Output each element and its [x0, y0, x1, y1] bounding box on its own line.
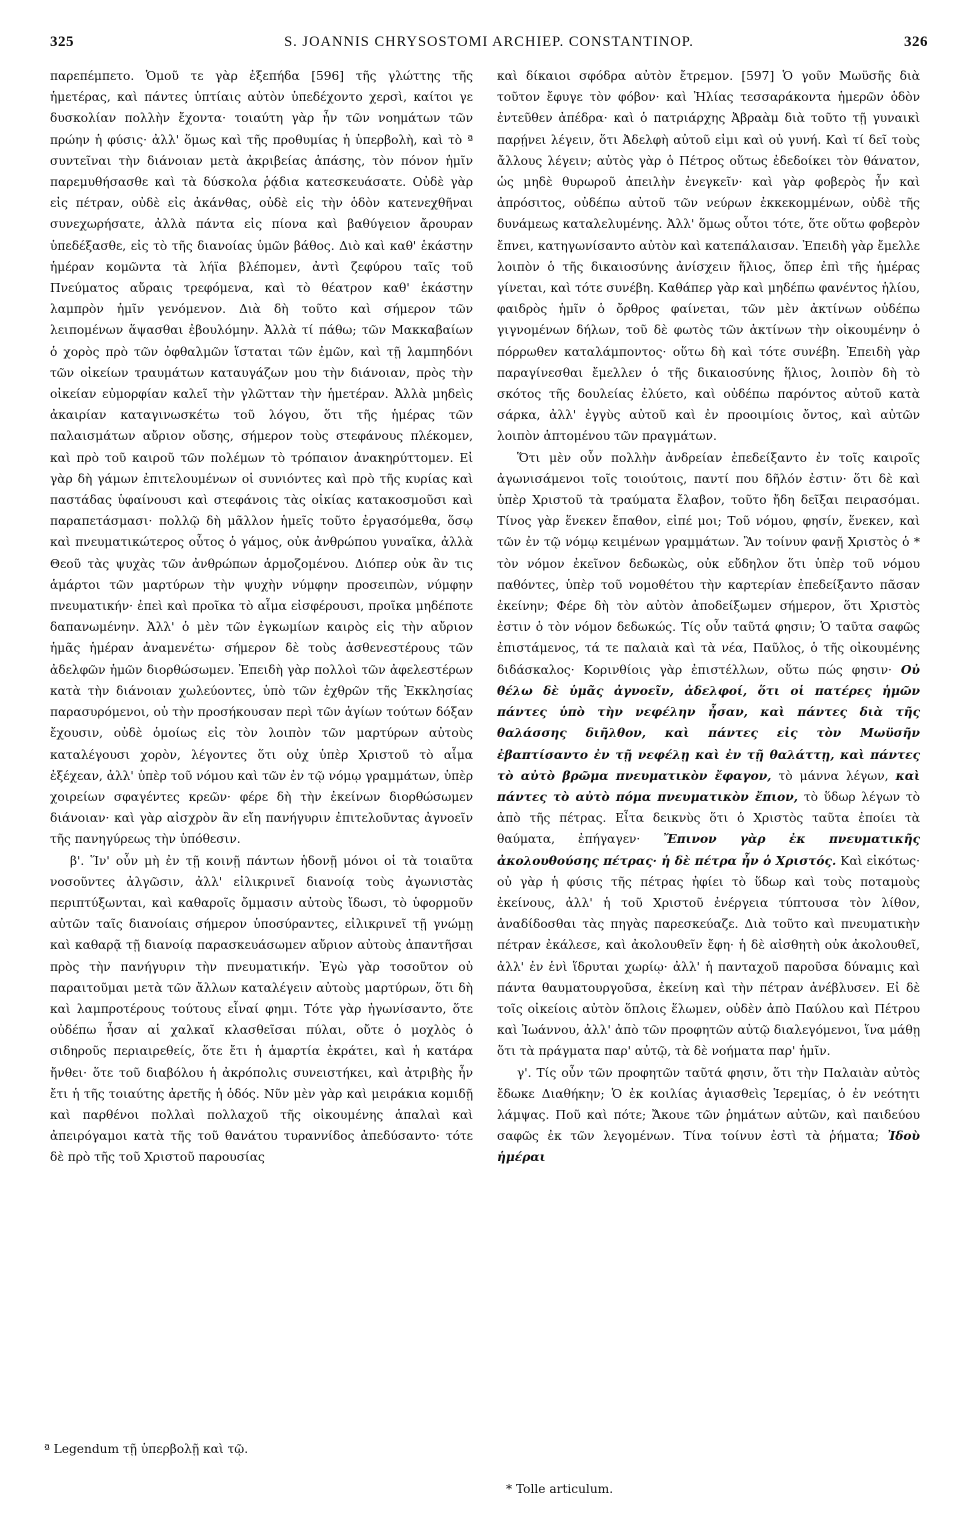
paragraph-text: Καὶ εἰκότως· οὐ γὰρ ἡ φύσις τῆς πέτρας ἠφίει τὸ ὕδωρ καὶ τοὺς ποταμοὺς ἐκείνους, ἀλλ' ἡ τοῦ Χριστοῦ ἐνέργεια τύπτουσα τὸν λίθον, ἀναδίδοσθαι τὰς πηγὰς παρεσκεύαζε. Διὰ τοῦτο καὶ πνευματικὴν πέτραν ἐκάλεσε, καὶ ἀκολουθεῖν ἔφη· ἡ δὲ αἰσθητὴ οὐκ ἀκολουθεῖ, ἀλλ' ἐν ἑνὶ ἵδρυται χωρίῳ· ἀλλ' ἡ πανταχοῦ παροῦσα δύναμις καὶ πάντα θαυματουργοῦσα, ἐκείνη καὶ τὴν πέτραν ἀνέβλυσεν. Εἰ δὲ τοῖς οἰκείοις αὐτὸν ὅπλοις ἕλωμεν, οὐδὲν ἀπὸ Παύλου καὶ Πέτρου καὶ Ἰωάννου, ἀλλ' ἀπὸ τῶν προφητῶν αὐτῷ διαλεγόμενοι, ἵνα μάθῃ ὅτι τὰ πράγματα παρ' αὐτῷ, τὰ δὲ νοήματα παρ' ἡμῖν.: [497, 853, 921, 1059]
left-paragraph-2: β'. Ἵν' οὖν μὴ ἐν τῇ κοινῇ πάντων ἡδονῇ μόνοι οἱ τὰ τοιαῦτα νοσοῦντες ἀλγῶσιν, ἀλλ' εἰλικρινεῖ διανοίᾳ τοὺς ἀγωνιστὰς περιπτύξωνται, καὶ καθαροῖς ὄμμασιν αὐτοὺς ἴδωσι, τὸ ὑφορμοῦν αὐτῶν ταῖς διανοίαις σήμερον ὑποσύραντες, εἰλικρινεῖ τῇ γνώμῃ καὶ καθαρᾷ τῇ διανοίᾳ παρασκευάσωμεν αὔριον αὐτοὺς ἀπαντῆσαι πρὸς τὴν πανήγυριν τὴν πνευματικήν. Ἐγὼ γὰρ τοσοῦτον οὐ παραιτοῦμαι μετὰ τῶν ἄλλων καταλέγειν αὐτοὺς μαρτύρων, ὅτι δὴ καὶ λαμπροτέρους τούτους εἶναί φημι. Τότε γὰρ ἠγωνίσαντο, ὅτε οὐδέπω ἦσαν αἱ χαλκαῖ κλασθεῖσαι πύλαι, οὔτε ὁ μοχλὸς ὁ σιδηροῦς περιαιρεθείς, ὅτε ἔτι ἡ ἁμαρτία ἐκράτει, καὶ ἡ κατάρα ἤνθει· ὅτε τοῦ διαβόλου ἡ ἀκρόπολις συνειστήκει, καὶ ἀτριβὴς ἦν ἔτι ἡ τῆς τοιαύτης ἀρετῆς ἡ ὁδός. Νῦν μὲν γὰρ καὶ μειράκια κομιδῇ καὶ παρθένοι πολλαὶ πολλαχοῦ τῆς οἰκουμένης ἁπαλαὶ καὶ ἀπειρόγαμοι κατὰ τῆς τοῦ θανάτου τυραννίδος ἀπεδύσαντο· τότε δὲ πρὸ τῆς τοῦ Χριστοῦ παρουσίας: [50, 853, 473, 1165]
left-paragraph-1: παρεπέμπετο. Ὁμοῦ τε γὰρ ἐξεπήδα [596] τῆς γλώττης τῆς ἡμετέρας, καὶ πάντες ὑπτίαις αὐτὸν ὑπεδέχοντο χερσὶ, καίτοι γε δυσκολίαν πολλὴν ἔχοντα· τοιαύτη γὰρ ἦν τῶν νοημάτων τῶν πρώην ἡ φύσις· ἀλλ' ὅμως καὶ τῆς προθυμίας ἡ ὑπερβολὴ, καὶ τὸ ª συντεῖναι τὴν διάνοιαν μετὰ ἀκριβείας ἁπάσης, τὸν πόνον ἡμῖν παρεμυθήσασθε καὶ τὰ δύσκολα ῥᾴδια κατεσκευάσατε. Οὐδὲ γὰρ εἰς πέτραν, οὐδὲ εἰς ἀκάνθας, οὐδὲ εἰς τὴν ὁδὸν κατενεχθῆναι συνεχωρήσατε, ἀλλὰ πάντα εἰς πίονα καὶ βαθύγειον ἄρουραν ὑπεδέξασθε, εἰς τὸ τῆς διανοίας ὑμῶν βάθος. Διὸ καὶ καθ' ἑκάστην ἡμέραν κομῶντα τὰ λήϊα βλέπομεν, ἀντὶ ζεφύρου ταῖς τοῦ Πνεύματος αὔραις τρεφόμενα, καὶ τὸ θέατρον καθ' ἑκάστην λαμπρὸν ἡμῖν γενόμενον. Διὰ δὴ τοῦτο καὶ σήμερον τῶν λειπομένων ἅψασθαι ἐβουλόμην. Ἀλλὰ τί πάθω; τῶν Μακκαβαίων ὁ χορὸς πρὸ τῶν ὀφθαλμῶν ἵσταται τῶν ἐμῶν, καὶ τῇ λαμπηδόνι τῶν οἰκείων τραυμάτων καταυγάζων μου τὴν διάνοιαν, πρὸς τὴν οἰκείαν εὐμορφίαν καλεῖ τὴν γλῶτταν τὴν ἡμετέραν. Ἀλλὰ μηδεὶς ἀκαιρίαν καταγινωσκέτω τοῦ λόγου, ὅτι τῆς ἡμέρας τῶν παλαισμάτων αὔριον οὔσης, σήμερον τοὺς στεφάνους πλέκομεν, καὶ πρὸ τοῦ καιροῦ τῶν πολέμων τὸ τρόπαιον ἀνακηρύττομεν. Εἰ γὰρ δὴ γάμων ἐπιτελουμένων οἱ συνιόντες καὶ πρὸ τῆς κυρίας καὶ παστάδας ὑφαίνουσι καὶ στεφάνοις τὰς οἰκίας κατακοσμοῦσι καὶ παραπετάσμασι· πολλῷ δὴ μᾶλλον ἡμεῖς τοῦτο ἐργασόμεθα, ὅσῳ καὶ πνευματικώτερος οὗτος ὁ γάμος, οὐκ ἀνθρώπου γυναῖκα, ἀλλὰ Θεοῦ τὰς ψυχὰς τῶν ἀνθρώπων ἁρμοζομένου. Διόπερ οὐκ ἂν τις ἁμάρτοι τῶν μαρτύρων τὴν ψυχὴν νύμφην προσειπὼν, νύμφην πνευματικήν· ἐπεὶ καὶ προῖκα τὸ αἷμα εἰσφέρουσι, προῖκα μηδέποτε δαπανωμένην. Ἀλλ' ὁ μὲν τῶν ἐγκωμίων καιρὸς εἰς τὴν αὔριον ἡμᾶς ἡμέραν ἀναμενέτω· σήμερον δὲ τοὺς ἀσθενεστέρους τῶν ἀδελφῶν ἡμῶν διορθώσωμεν. Ἐπειδὴ γὰρ πολλοὶ τῶν ἀφελεστέρων κατὰ τὴν διάνοιαν χωλεύοντες, ὑπὸ τῶν ἐχθρῶν τῆς Ἐκκλησίας παρασυρόμενοι, οὐ τὴν προσήκουσαν περὶ τῶν ἁγίων τούτων δόξαν ἔχουσιν, οὐδὲ ὁμοίως εἰς τὸν λοιπὸν τῶν μαρτύρων αὐτοὺς καταλέγουσι χορὸν, λέγοντες ὅτι οὐχ ὑπὲρ Χριστοῦ τὸ αἷμα ἐξέχεαν, ἀλλ' ὑπὲρ τοῦ νόμου καὶ τῶν ἐν τῷ νόμῳ γραμμάτων, ὑπὲρ χοιρείων σφαγέντες κρεῶν· φέρε δὴ τὴν ἐκείνων διορθώσωμεν διάνοιαν· καὶ γὰρ αἰσχρὸν ἂν εἴη πανήγυριν ἐπιτελοῦντας ἀγνοεῖν τῆς πανηγύρεως τὴν ὑπόθεσιν.: [50, 69, 473, 847]
paragraph-text: Ὅτι μὲν οὖν πολλὴν ἀνδρείαν ἐπεδείξαντο ἐν τοῖς καιροῖς ἀγωνισάμενοι τοῖς τοιούτοις, παντί που δῆλόν ἐστιν· ὅτι δὲ καὶ ὑπὲρ Χριστοῦ τὰ τραύματα ἔλαβον, τοῦτο ἤδη δεῖξαι πειρασόμαι. Τίνος γὰρ ἕνεκεν ἔπαθον, εἰπέ μοι; Τοῦ νόμου, φησίν, ἕνεκεν, καὶ τῶν ἐν τῷ νόμῳ κειμένων γραμμάτων. Ἂν τοίνυν φανῇ Χριστὸς ὁ * τὸν νόμον ἐκεῖνον δεδωκὼς, οὐκ εὔδηλον ὅτι ὑπὲρ τοῦ νόμου παθόντες, ὑπὲρ τοῦ νομοθέτου τὴν καρτερίαν ἐπεδείξαντο πᾶσαν ἐκείνην; Φέρε δὴ τὸν αὐτὸν ἀποδείξωμεν σήμερον, ὅτι Χριστὸς ἐστιν ὁ τὸν νόμον δεδωκώς. Τίς οὖν ταῦτά φησιν; Ὁ ταῦτα σαφῶς ἐπιστάμενος, τά τε παλαιὰ καὶ τὰ νέα, Παῦλος, ὁ τῆς οἰκουμένης διδάσκαλος· Κορινθίοις γὰρ ἐπιστέλλων, οὕτω πώς φησιν·: [497, 450, 920, 677]
paragraph-text: γ'. Τίς οὖν τῶν προφητῶν ταῦτά φησιν, ὅτι τὴν Παλαιὰν αὐτὸς ἔδωκε Διαθήκην; Ὁ ἐκ κοιλίας ἁγιασθεὶς Ἱερεμίας, ὁ ἐν νεότητι λάμψας. Ποῦ καὶ πότε; Ἄκουε τῶν ῥημάτων αὐτῶν, καὶ παιδεύου σαφῶς ἐκ τῶν λεγομένων. Τίνα τοίνυν ἐστὶ τὰ ῥήματα;: [497, 1065, 920, 1144]
scripture-quote: Οὐ θέλω δὲ ὑμᾶς ἀγνοεῖν, ἀδελφοί, ὅτι οἱ πατέρες ἡμῶν πάντες ὑπὸ τὴν νεφέλην ἦσαν, καὶ πάντες διὰ τῆς θαλάσσης διῆλθον, καὶ πάντες εἰς τὸν Μωϋσῆν ἐβαπτίσαντο ἐν τῇ νεφέλῃ καὶ ἐν τῇ θαλάττῃ, καὶ πάντες τὸ αὐτὸ βρῶμα πνευματικὸν ἔφαγον,: [497, 662, 920, 783]
right-paragraph-2: [497, 448, 920, 1063]
scripture-quote: Ἔπινον γὰρ ἐκ πνευματικῆς ἀκολουθούσης πέτρας· ἡ δὲ πέτρα ἦν ὁ Χριστός.: [497, 832, 920, 868]
scripture-quote: καὶ πάντες τὸ αὐτὸ πόμα πνευματικὸν ἔπιον,: [497, 768, 920, 804]
paragraph-text: τὸ μάννα λέγων,: [778, 768, 889, 783]
right-paragraph-1: καὶ δίκαιοι σφόδρα αὐτὸν ἔτρεμον. [597] Ὁ γοῦν Μωϋσῆς διὰ τοῦτον ἔφυγε τὸν φόβον· καὶ Ἠλίας τεσσαράκοντα ἡμερῶν ὁδὸν ἐντεῦθεν ἀπέδρα· καὶ ὁ πατριάρχης Ἀβραὰμ διὰ τοῦτο τῇ γυναικὶ παρῄνει λέγειν, ὅτι Ἀδελφὴ αὐτοῦ εἰμι καὶ οὐ γυνή. Καὶ τί δεῖ τοὺς ἄλλους λέγειν; αὐτὸς γὰρ ὁ Πέτρος οὕτως ἐδεδοίκει τὸν θάνατον, ὡς μηδὲ θυρωροῦ ἀπειλὴν ἐνεγκεῖν· καὶ γὰρ φοβερὸς ἦν καὶ ἀπρόσιτος, οὐδέπω αὐτοῦ τῶν νεύρων ἐκκεκομμένων, οὐδὲ τῆς δυνάμεως καταλελυμένης. Ἀλλ' ὅμως οὗτοι τότε, ὅτε οὕτω φοβερὸν ἔπνει, κατηγωνίσαντο αὐτὸν καὶ κατεπάλαισαν. Ἐπειδὴ γὰρ ἔμελλε λοιπὸν ὁ τῆς δικαιοσύνης ἀνίσχειν ἥλιος, ὅπερ ἐπὶ τῆς ἡμέρας γίνεται, καὶ τότε συνέβη. Καθάπερ γὰρ καὶ μηδέπω φανέντος ἡλίου, φαιδρὸς ἡμῖν ὁ ὄρθρος φαίνεται, τῶν μὲν ἀκτίνων οὐδέπω γιγνομένων δήλων, τοῦ δὲ φωτὸς τῶν ἀκτίνων τὴν οἰκουμένην ὁ πόρρωθεν καταλάμποντος· οὕτω δὴ καὶ τότε συνέβη. Ἐπειδὴ γὰρ παραγίνεσθαι ἔμελλεν ὁ τῆς δικαιοσύνης ἥλιος, λοιπὸν δὴ τὸ σκότος τῆς δουλείας ἐλύετο, καὶ οὐδέπω παρόντος αὐτοῦ κατὰ σάρκα, ἀλλ' ἐγγὺς αὐτοῦ καὶ ἐν προοιμίοις ὄντος, καὶ αὐτῶν λοιπὸν ἁπτομένου τῶν πραγμάτων.: [497, 69, 920, 444]
left-column: [50, 66, 473, 1169]
scripture-quote: Ἰδοὺ ἡμέραι: [497, 1129, 920, 1165]
footnote-right: * Tolle articulum.: [506, 1482, 614, 1496]
running-header: [50, 34, 928, 56]
page-number-left: 325: [50, 34, 74, 50]
page-number-right: 326: [903, 34, 928, 50]
running-title: S. JOANNIS CHRYSOSTOMI ARCHIEP. CONSTANTINOP.: [284, 34, 694, 50]
paragraph-text: τὸ ὕδωρ λέγων τὸ ἀπὸ τῆς πέτρας. Εἶτα δεικνὺς ὅτι ὁ Χριστὸς ταῦτα ἐποίει τὰ θαύματα, ἐπήγαγεν·: [497, 789, 920, 847]
footnote-left: ª Legendum τῇ ὑπερβολῇ καὶ τῷ.: [44, 1442, 249, 1456]
right-paragraph-3: [497, 1063, 920, 1169]
right-column: [497, 66, 920, 1169]
